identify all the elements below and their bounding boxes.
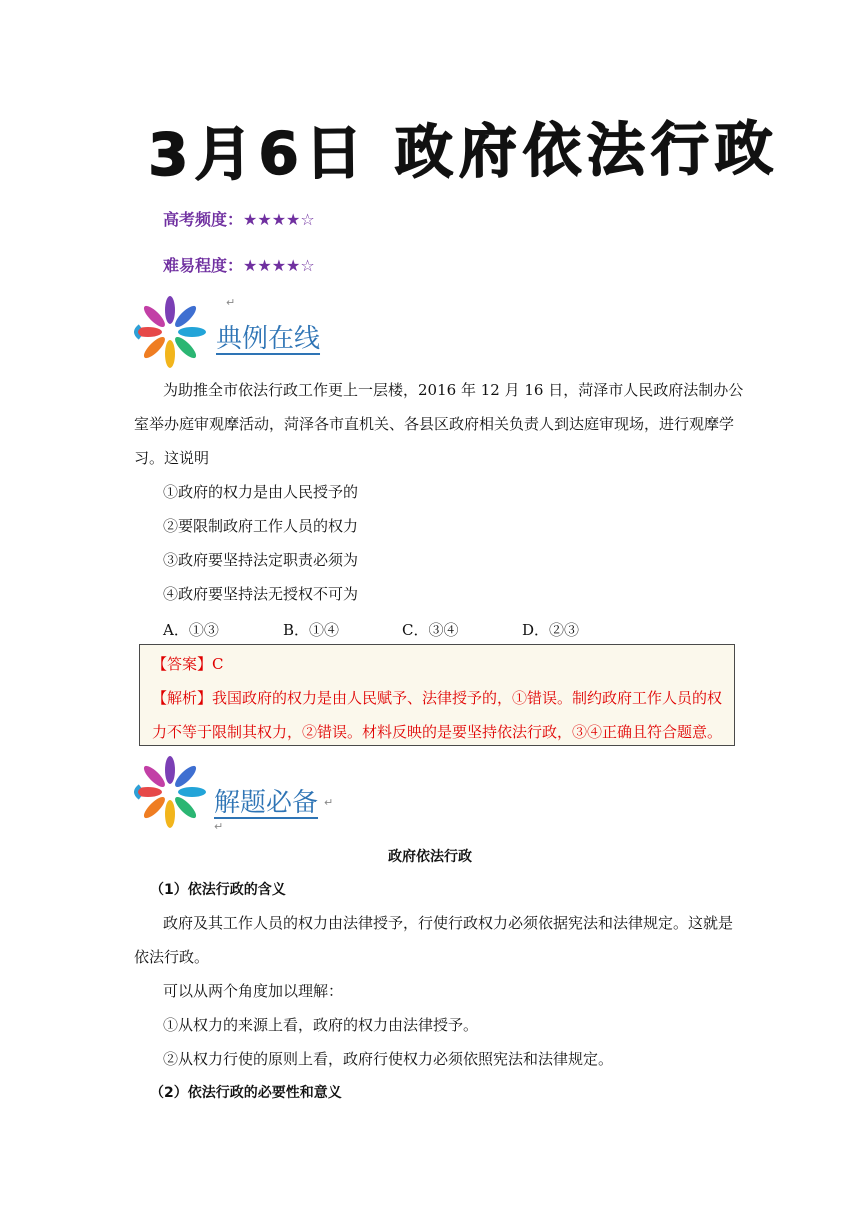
statement-3: ③政府要坚持法定职责必须为: [163, 551, 359, 569]
statement-4: ④政府要坚持法无授权不可为: [163, 585, 359, 603]
flower-logo-icon: [130, 752, 210, 832]
knowledge-p2: 可以从两个角度加以理解：: [163, 982, 344, 1000]
knowledge-p1-line-2: 依法行政。: [134, 948, 210, 966]
option-b: B．①④: [283, 621, 340, 639]
paragraph-mark: ↵: [226, 296, 236, 309]
option-d: D．②③: [522, 621, 580, 639]
statement-1: ①政府的权力是由人民授予的: [163, 483, 359, 501]
page-title: 3月6日 政府依法行政: [147, 114, 780, 189]
example-section-heading: 典例在线: [216, 324, 321, 354]
option-c: C．③④: [402, 621, 459, 639]
option-a: A．①③: [163, 621, 219, 639]
exam-frequency: 高考频度：★★★★☆: [163, 210, 315, 229]
question-stem-line-2: 室举办庭审观摩活动，菏泽各市直机关、各县区政府相关负责人到达庭审现场，进行观摩学: [134, 415, 735, 433]
knowledge-p3: ①从权力的来源上看，政府的权力由法律授予。: [163, 1016, 479, 1034]
subheading-1: （1）依法行政的含义: [150, 882, 286, 898]
analysis-line-2: 力不等于限制其权力，②错误。材料反映的是要坚持依法行政，③④正确且符合题意。: [152, 723, 723, 741]
prep-section-heading: 解题必备: [214, 788, 319, 818]
knowledge-title: 政府依法行政: [388, 849, 472, 865]
paragraph-mark: ↵: [324, 796, 334, 809]
question-stem-line-1: 为助推全市依法行政工作更上一层楼，2016 年 12 月 16 日，菏泽市人民政府法制办公: [163, 381, 744, 399]
knowledge-p1-line-1: 政府及其工作人员的权力由法律授予，行使行政权力必须依据宪法和法律规定。这就是: [163, 914, 734, 932]
statement-2: ②要限制政府工作人员的权力: [163, 517, 359, 535]
knowledge-p4: ②从权力行使的原则上看，政府行使权力必须依照宪法和法律规定。: [163, 1050, 614, 1068]
paragraph-mark: ↵: [214, 820, 224, 833]
answer-box: [139, 644, 735, 746]
subheading-2: （2）依法行政的必要性和意义: [150, 1085, 342, 1101]
analysis-line-1: 【解析】我国政府的权力是由人民赋予、法律授予的，①错误。制约政府工作人员的权: [152, 689, 723, 707]
question-stem-line-3: 习。这说明: [134, 449, 210, 467]
difficulty-level: 难易程度：★★★★☆: [163, 256, 315, 275]
flower-logo-icon: [130, 292, 210, 372]
answer-line: 【答案】C: [152, 655, 224, 673]
